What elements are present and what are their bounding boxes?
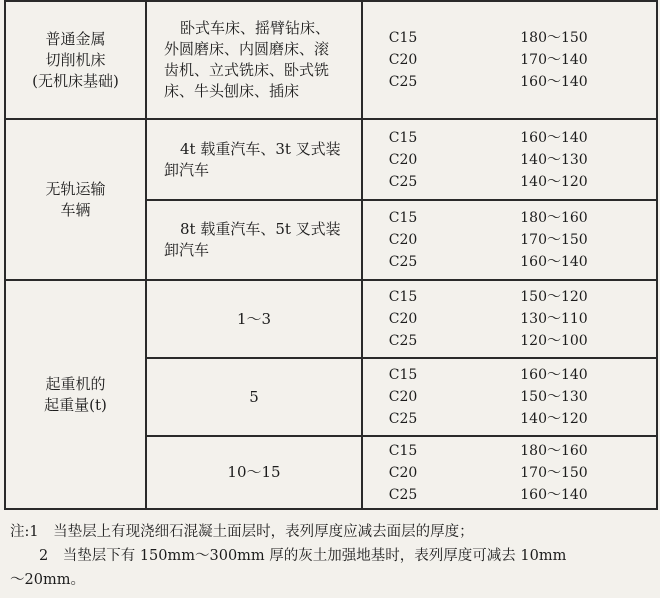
thickness-cell [459, 359, 649, 435]
thickness-cell [459, 120, 649, 199]
concrete-grade: C15 [388, 210, 418, 226]
thickness-range: 160～140 [520, 367, 588, 383]
thickness-range: 140～120 [520, 173, 588, 190]
concrete-grade: C20 [388, 311, 418, 327]
concrete-grade: C25 [388, 411, 418, 427]
grade-cell [363, 359, 443, 435]
concrete-grade: C20 [388, 151, 418, 168]
category-line: 切削机床 [45, 50, 106, 69]
thickness-cell [459, 201, 649, 279]
category-line: 无轨运输 [45, 179, 106, 198]
concrete-grade: C25 [388, 333, 418, 349]
category-line: 车辆 [60, 200, 91, 219]
equipment-cell [147, 281, 361, 357]
note-2-continued: ～20mm。 [10, 572, 85, 588]
equipment-line: 10～15 [227, 463, 281, 481]
thickness-range: 170～150 [520, 232, 588, 248]
equipment-line: 卸汽车 [164, 241, 210, 259]
concrete-grade: C15 [388, 367, 418, 383]
grade-cell [363, 201, 443, 279]
equipment-line: 1～3 [236, 309, 272, 328]
concrete-grade: C15 [388, 289, 418, 305]
note-2: 2 当垫层下有 150mm～300mm 厚的灰土加强地基时，表列厚度可减去 10mm [10, 548, 567, 564]
category-line: 起重机的 [45, 374, 106, 393]
concrete-grade: C20 [388, 52, 418, 68]
thickness-range: 150～130 [520, 389, 588, 405]
concrete-grade: C25 [388, 74, 418, 90]
category-line: 起重量(t) [44, 395, 107, 414]
equipment-cell [164, 201, 360, 279]
thickness-range: 170～150 [520, 464, 588, 481]
concrete-grade: C15 [388, 30, 418, 46]
equipment-line: 8t 载重汽车、5t 叉式装 [180, 220, 341, 238]
category-line: (无机床基础) [32, 71, 119, 90]
thickness-range: 160～140 [520, 74, 588, 90]
thickness-cell [459, 2, 649, 118]
thickness-table [4, 0, 658, 510]
thickness-range: 140～120 [520, 411, 588, 427]
table-notes [10, 520, 655, 592]
note-1: 注:1 当垫层上有现浇细石混凝土面层时，表列厚度应减去面层的厚度； [10, 524, 474, 540]
category-cell [6, 120, 145, 279]
concrete-grade: C25 [388, 254, 418, 270]
equipment-cell [147, 437, 361, 508]
equipment-line: 齿机、立式铣床、卧式铣 [164, 61, 330, 79]
concrete-grade: C25 [388, 486, 418, 503]
table-bottom-rule [4, 508, 658, 510]
equipment-line: 卸汽车 [164, 160, 210, 179]
column-divider [656, 0, 658, 510]
equipment-line: 外圆磨床、内圆磨床、滚 [164, 40, 330, 58]
equipment-line: 床、牛头刨床、插床 [164, 82, 300, 100]
thickness-range: 130～110 [520, 311, 588, 327]
grade-cell [363, 120, 443, 199]
thickness-range: 120～100 [520, 333, 588, 349]
equipment-line: 4t 载重汽车、3t 叉式装 [180, 139, 341, 158]
grade-cell [363, 281, 443, 357]
thickness-range: 160～140 [520, 254, 588, 270]
thickness-range: 170～140 [520, 52, 588, 68]
thickness-cell [459, 281, 649, 357]
equipment-line: 卧式车床、摇臂钻床、 [180, 19, 331, 37]
equipment-cell [164, 120, 360, 199]
grade-cell [363, 2, 443, 118]
thickness-range: 160～140 [520, 486, 588, 503]
thickness-cell [459, 437, 649, 508]
concrete-grade: C20 [388, 389, 418, 405]
category-line: 普通金属 [45, 29, 106, 48]
thickness-range: 180～160 [520, 210, 588, 226]
concrete-grade: C25 [388, 173, 418, 190]
grade-cell [363, 437, 443, 508]
thickness-range: 180～160 [520, 442, 588, 459]
equipment-cell [164, 2, 360, 118]
thickness-range: 160～140 [520, 129, 588, 146]
category-cell [6, 281, 145, 508]
category-cell [6, 2, 145, 118]
concrete-grade: C20 [388, 232, 418, 248]
thickness-range: 150～120 [520, 289, 588, 305]
thickness-range: 140～130 [520, 151, 588, 168]
equipment-line: 5 [249, 387, 259, 406]
concrete-grade: C20 [388, 464, 418, 481]
concrete-grade: C15 [388, 129, 418, 146]
thickness-range: 180～150 [520, 30, 588, 46]
concrete-grade: C15 [388, 442, 418, 459]
equipment-cell [147, 359, 361, 435]
